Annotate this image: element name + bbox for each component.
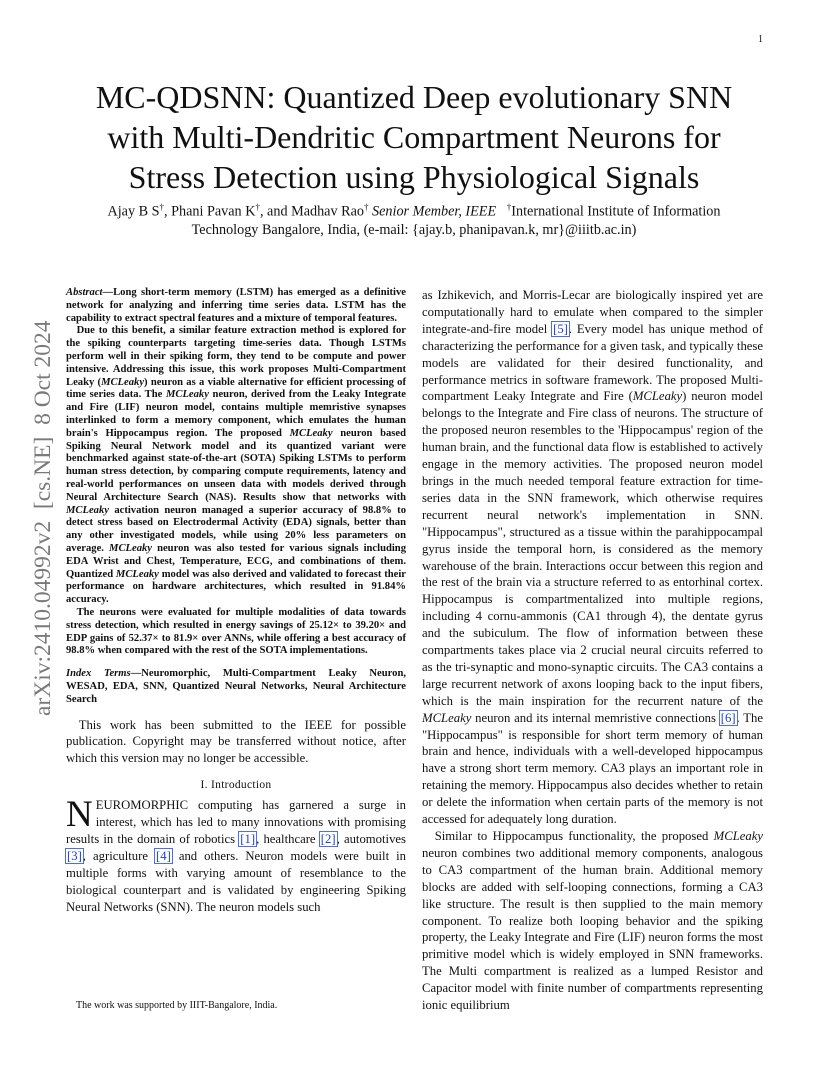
affiliation-line: Technology Bangalore, India, (e-mail: {ajay.b, phanipavan.k, mr}@iiitb.ac.in)	[191, 221, 637, 238]
body-text: as Izhikevich, and Morris-Lecar are biologically inspired yet are computationally hard to emulate when compared to the simpler integrate-and-fire model	[422, 288, 763, 336]
citation-link[interactable]: [5]	[553, 321, 568, 336]
abstract-paragraph	[66, 287, 406, 325]
arxiv-identifier	[20, 296, 60, 716]
abstract-text: activation neuron managed a superior accuracy of 98.8% to detect stress based on Electrodermal Activity (EDA) signals, better than any other investigated models, while using 20% less parameters on average.	[66, 504, 406, 554]
dagger-mark: †	[506, 202, 512, 212]
footnote: The work was supported by IIIT-Bangalore, India.	[76, 1000, 278, 1011]
body-text: ) neuron model belongs to the Integrate and Fire class of neurons. The structure of the proposed neuron resembles to the 'Hippocampus' region of the human brain, and the functional data flow is established to actively engage in the memory activities. The proposed neuron model brings in the much needed temporal feature extraction for time-series data in the SNN framework, which otherwise requires recurrent neural network's implementation in SNN. "Hippocampus", structured as a tissue within the parahippocampal gyrus inside the temporal horn, is considered as the memory warehouse of the brain. Interactions occur between this region and the rest of the brain via a structure referred to as entorhinal cortex. Hippocampus is compartmentalized into multiple regions, including 4 cornu-ammonis (CA1 through 4), the dentate gyrus and the subiculum. The flow of information between these compartments takes place via 2 crucial neural circuits referred to as the tri-synaptic and mono-synaptic circuits. The CA3 contains a large recurrent network of axons looping back to the input fibers, which is the main inspiration for the recurrent nature of the	[422, 389, 763, 708]
arxiv-identifier-text: arXiv:2410.04992v2 [cs.NE] 8 Oct 2024	[30, 320, 56, 716]
left-column	[66, 287, 406, 916]
intro-text: , automotives	[336, 832, 406, 847]
affiliation: International Institute of Information	[511, 203, 721, 220]
abstract	[66, 287, 406, 658]
author-name: and Madhav Rao	[267, 203, 364, 220]
intro-text: , agriculture	[82, 848, 155, 863]
author-line: Ajay B S†, Phani Pavan K†, and Madhav Rao† Senior Member, IEEE †International Institute of Information	[107, 202, 721, 220]
right-body	[422, 287, 763, 1014]
body-paragraph	[422, 287, 763, 828]
abstract-text: neuron was also tested for various signals including EDA Wrist and Chest, Temperature, ECG, and combinations of them. Quantized	[66, 542, 406, 580]
intro-text: , healthcare	[256, 832, 320, 847]
abstract-label: Abstract	[66, 287, 103, 298]
title-line: MC-QDSNN: Quantized Deep evolutionary SNN	[95, 79, 733, 115]
drop-cap: N	[66, 794, 93, 836]
mcleaky-term: MCLeaky	[165, 389, 209, 401]
dagger-mark: †	[255, 202, 260, 212]
abstract-text: neuron, derived from the Leaky Integrate and Fire (LIF) neuron model, contains multiple memristive synapses interlinked to form a memory component, which emulates the human brain's Hippocampus region. The proposed	[66, 389, 406, 439]
index-terms	[66, 668, 406, 706]
dagger-mark: †	[363, 202, 369, 212]
index-terms-text: —Neuromorphic, Multi-Compartment Leaky Neuron, WESAD, EDA, SNN, Quantized Neural Networks, Neural Architecture Search	[66, 668, 406, 705]
mcleaky-term: MCLeaky	[101, 376, 145, 388]
body-text: . Every model has unique method of characterizing the performance for a given task, and typically these models are validated for their desired functionality, and performance metrics in software framework. The proposed Multi-compartment Leaky Integrate and Fire (	[422, 321, 763, 404]
author-name: Phani Pavan K	[171, 203, 256, 220]
abstract-text: neuron based Spiking Neural Network model and its quantized variant were benchmarked against state-of-the-art (SOTA) Spiking LSTMs to perform human stress detection, by comparing compute requirements, latency and real-world performances on unseen data with models derived through Neural Architecture Search (NAS). Results show that networks with	[66, 427, 407, 503]
dagger-mark: †	[159, 202, 165, 212]
submission-notice: This work has been submitted to the IEEE for possible publication. Copyright may be transferred without notice, after which this version may no longer be accessible.	[66, 717, 406, 766]
abstract-text: ) neuron as a viable alternative for efficient processing of time series data. The	[66, 376, 406, 401]
abstract-paragraph: The neurons were evaluated for multiple modalities of data towards stress detection, which resulted in energy savings of 25.12× to 39.20× and EDP gains of 52.37× to 81.9× over ANNs, while offering a best accuracy of 98.8% when compared with the rest of the SOTA implementations.	[66, 606, 406, 657]
intro-text: EUROMORPHIC computing has garnered a surge in interest, which has led to many innovations with promising results in the domain of robotics	[66, 798, 406, 847]
mcleaky-term: MCLeaky	[115, 568, 159, 580]
citation-link[interactable]: [3]	[67, 848, 82, 863]
page-number: 1	[758, 34, 763, 45]
body-text: neuron and its internal memristive connections	[471, 710, 720, 725]
mcleaky-term: MCLeaky	[422, 710, 472, 725]
body-text: Similar to Hippocampus functionality, the proposed	[434, 829, 714, 843]
intro-text: and others. Neuron models were built in multiple forms with varying amount of resemblance to the biological counterpart and is validated by engineering Spiking Neural Networks (SNN). The neuron models such	[66, 848, 407, 914]
body-text: . The "Hippocampus" is responsible for short term memory of human brain and hence, individuals with a well-developed hippocampus have a strong short term memory. CA3 plays an important role in retaining the memory. Hippocampus also decides whether to retain or delete the information when certain parts of the memory is not accessed for adequately long duration.	[422, 710, 763, 827]
body-text: neuron combines two additional memory components, analogous to CA3 compartment of the human brain. Additional memory blocks are added with self-looping connections, forming a CA3 like structure. The result is then supplied to the main memory component. To realize both looping behavior and the spiking property, the Leaky Integrate and Fire (LIF) neuron forms the most primitive model which is widely employed in SNN frameworks. The Multi compartment is realized as a lumped Resistor and Capacitor model with finite number of compartments representing ionic equilibrium	[422, 845, 763, 1013]
index-terms-label: Index Terms	[66, 668, 131, 680]
citation-link[interactable]: [1]	[240, 832, 256, 847]
abstract-text: Due to this benefit, a similar feature extraction method is explored for the spiking counterparts targeting time-series data. Though LSTMs perform well in their spiking form, they tend to be compute and power intensive. Addressing this issue, this work proposes Multi-Compartment Leaky (	[66, 325, 406, 388]
title-line: Stress Detection using Physiological Signals	[128, 159, 700, 195]
abstract-text: —Long short-term memory (LSTM) has emerged as a definitive network for analyzing and inferring time series data. LSTM has the capability to extract spectral features and a mixture of temporal features.	[66, 287, 406, 324]
mcleaky-term: MCLeaky	[632, 389, 683, 404]
title-line: with Multi-Dendritic Compartment Neurons for	[107, 119, 721, 155]
author-block	[60, 198, 768, 239]
mcleaky-term: MCLeaky	[713, 829, 763, 843]
body-paragraph	[422, 828, 763, 1014]
paper-title	[60, 77, 768, 197]
citation-link[interactable]: [6]	[720, 710, 736, 725]
citation-link[interactable]: [4]	[156, 848, 171, 863]
mcleaky-term: MCLeaky	[66, 504, 109, 516]
abstract-text: model was also derived and validated to forecast their performance on hardware architectures, which resulted in 91.84% accuracy.	[66, 568, 406, 606]
abstract-paragraph	[66, 325, 406, 607]
intro-paragraph	[66, 794, 407, 915]
mcleaky-term: MCLeaky	[289, 427, 333, 439]
mcleaky-term: MCLeaky	[109, 542, 152, 554]
citation-link[interactable]: [2]	[320, 832, 336, 847]
left-body	[66, 717, 406, 916]
section-heading: I. Introduction	[200, 779, 272, 792]
author-name: Ajay B S	[107, 203, 160, 220]
member-grade: Senior Member, IEEE	[372, 203, 497, 220]
right-column	[422, 287, 763, 1014]
